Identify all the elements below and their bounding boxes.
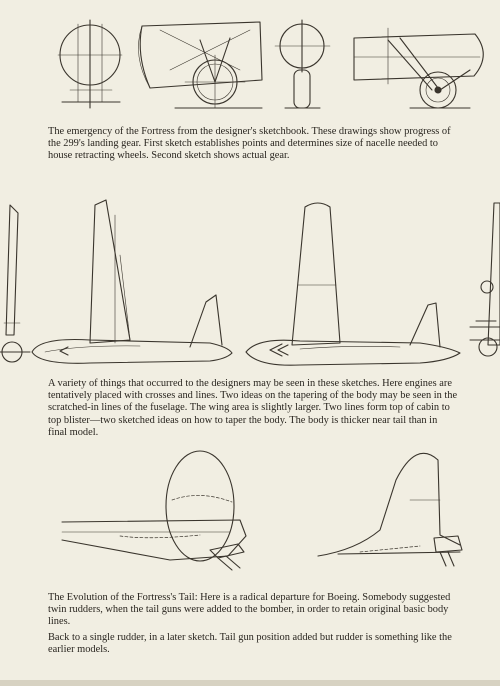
tail-sketch-twin-rudder: [62, 451, 246, 570]
plane-sketch-2: [246, 203, 460, 365]
caption-landing-gear: The emergency of the Fortress from the designer's sketchbook. These drawings show progress of the 299's landing gear. First sketch establishes points and determines size of nacelle needed to house retracting wheels. Second sketch shows actual gear.: [48, 126, 451, 162]
gear-sketch-front-2: [275, 20, 330, 108]
page-bottom-edge: [0, 680, 500, 686]
tail-sketches: [0, 440, 500, 580]
fuselage-wing-sketches: [0, 195, 500, 375]
caption-tail-later: Back to a single rudder, in a later sketch. Tail gun position added but rudder is something like the earlier models.: [48, 632, 452, 656]
caption-body-sketches: A variety of things that occurred to the designers may be seen in these sketches. Here engines are tentatively placed with crosses and lines. Two ideas on the tapering of the body may be seen in the scratched-in lines of the fuselage. The wing area is slightly larger. Two lines form top of cabin to top blister—two sketched ideas on how to taper the body. The body is thicker near tail than in final model.: [48, 378, 458, 438]
landing-gear-sketches: [0, 10, 500, 122]
partial-sketch-right: [470, 203, 500, 356]
gear-sketch-nacelle-1: [138, 22, 262, 108]
caption-tail-evolution: The Evolution of the Fortress's Tail: Here is a radical departure for Boeing. Somebody suggested twin rudders, when the tail guns were added to the bomber, in order to retain original basic body lines.: [48, 592, 451, 628]
gear-sketch-actual: [354, 28, 483, 108]
plane-sketch-1: [32, 200, 232, 363]
partial-sketch-left: [0, 205, 30, 362]
gear-sketch-front-1: [58, 20, 122, 108]
tail-sketch-single-rudder: [318, 453, 462, 566]
